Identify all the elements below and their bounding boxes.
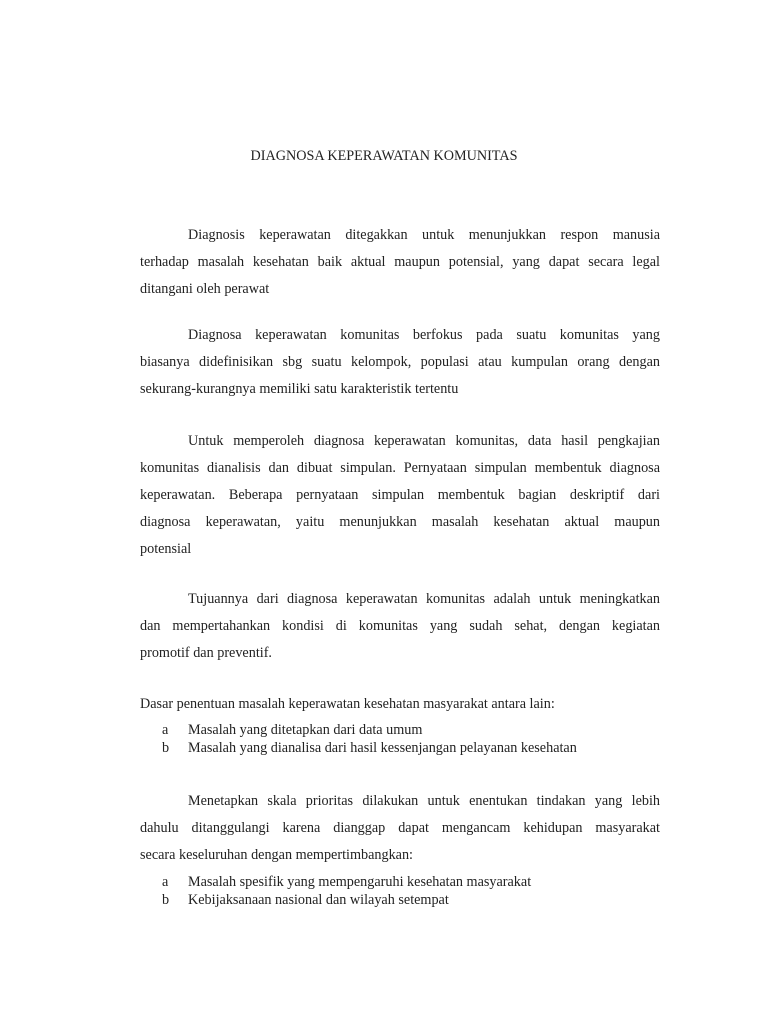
paragraph-line: Diagnosis keperawatan ditegakkan untuk menunjukkan respon manusia (188, 227, 660, 243)
paragraph-line: Tujuannya dari diagnosa keperawatan komunitas adalah untuk meningkatkan (188, 591, 660, 607)
list-marker: a (162, 874, 169, 890)
paragraph-5 (140, 788, 660, 869)
paragraph-line: diagnosa keperawatan, yaitu menunjukkan masalah kesehatan aktual maupun (140, 514, 660, 530)
list-item-text: Masalah yang ditetapkan dari data umum (188, 722, 423, 738)
dasar-text: Dasar penentuan masalah keperawatan kesehatan masyarakat antara lain: (140, 696, 555, 712)
paragraph-line: sekurang-kurangnya memiliki satu karakteristik tertentu (140, 381, 459, 397)
paragraph-line: Untuk memperoleh diagnosa keperawatan komunitas, data hasil pengkajian (188, 433, 660, 449)
paragraph-line: keperawatan. Beberapa pernyataan simpulan membentuk bagian deskriptif dari (140, 487, 660, 503)
paragraph-line: promotif dan preventif. (140, 645, 272, 661)
list-item (162, 873, 531, 891)
paragraph-1 (140, 222, 660, 303)
paragraph-line: terhadap masalah kesehatan baik aktual maupun potensial, yang dapat secara legal (140, 254, 660, 270)
paragraph-line: dahulu ditanggulangi karena dianggap dapat mengancam kehidupan masyarakat (140, 820, 660, 836)
list-item-text: Masalah yang dianalisa dari hasil kessenjangan pelayanan kesehatan (188, 740, 577, 756)
paragraph-line: ditangani oleh perawat (140, 281, 270, 297)
list-dasar (162, 721, 577, 757)
paragraph-line: potensial (140, 541, 192, 557)
document-title: DIAGNOSA KEPERAWATAN KOMUNITAS (250, 148, 518, 164)
list-item (162, 721, 577, 739)
paragraph-3 (140, 428, 660, 563)
paragraph-line: biasanya didefinisikan sbg suatu kelompok, populasi atau kumpulan orang dengan (140, 354, 660, 370)
list-marker: b (162, 740, 170, 756)
list-item (162, 739, 577, 757)
list-item-text: Kebijaksanaan nasional dan wilayah setempat (188, 892, 449, 908)
paragraph-line: secara keseluruhan dengan mempertimbangkan: (140, 847, 413, 863)
list-marker: b (162, 892, 170, 908)
list-item (162, 891, 531, 909)
paragraph-line: Diagnosa keperawatan komunitas berfokus pada suatu komunitas yang (188, 327, 660, 343)
paragraph-2 (140, 322, 660, 403)
paragraph-line: dan mempertahankan kondisi di komunitas yang sudah sehat, dengan kegiatan (140, 618, 660, 634)
list-marker: a (162, 722, 169, 738)
paragraph-line: komunitas dianalisis dan dibuat simpulan. Pernyataan simpulan membentuk diagnosa (140, 460, 660, 476)
list-prioritas (162, 873, 531, 909)
list-item-text: Masalah spesifik yang mempengaruhi kesehatan masyarakat (188, 874, 532, 890)
paragraph-line: Menetapkan skala prioritas dilakukan untuk enentukan tindakan yang lebih (188, 793, 660, 809)
paragraph-4 (140, 586, 660, 667)
